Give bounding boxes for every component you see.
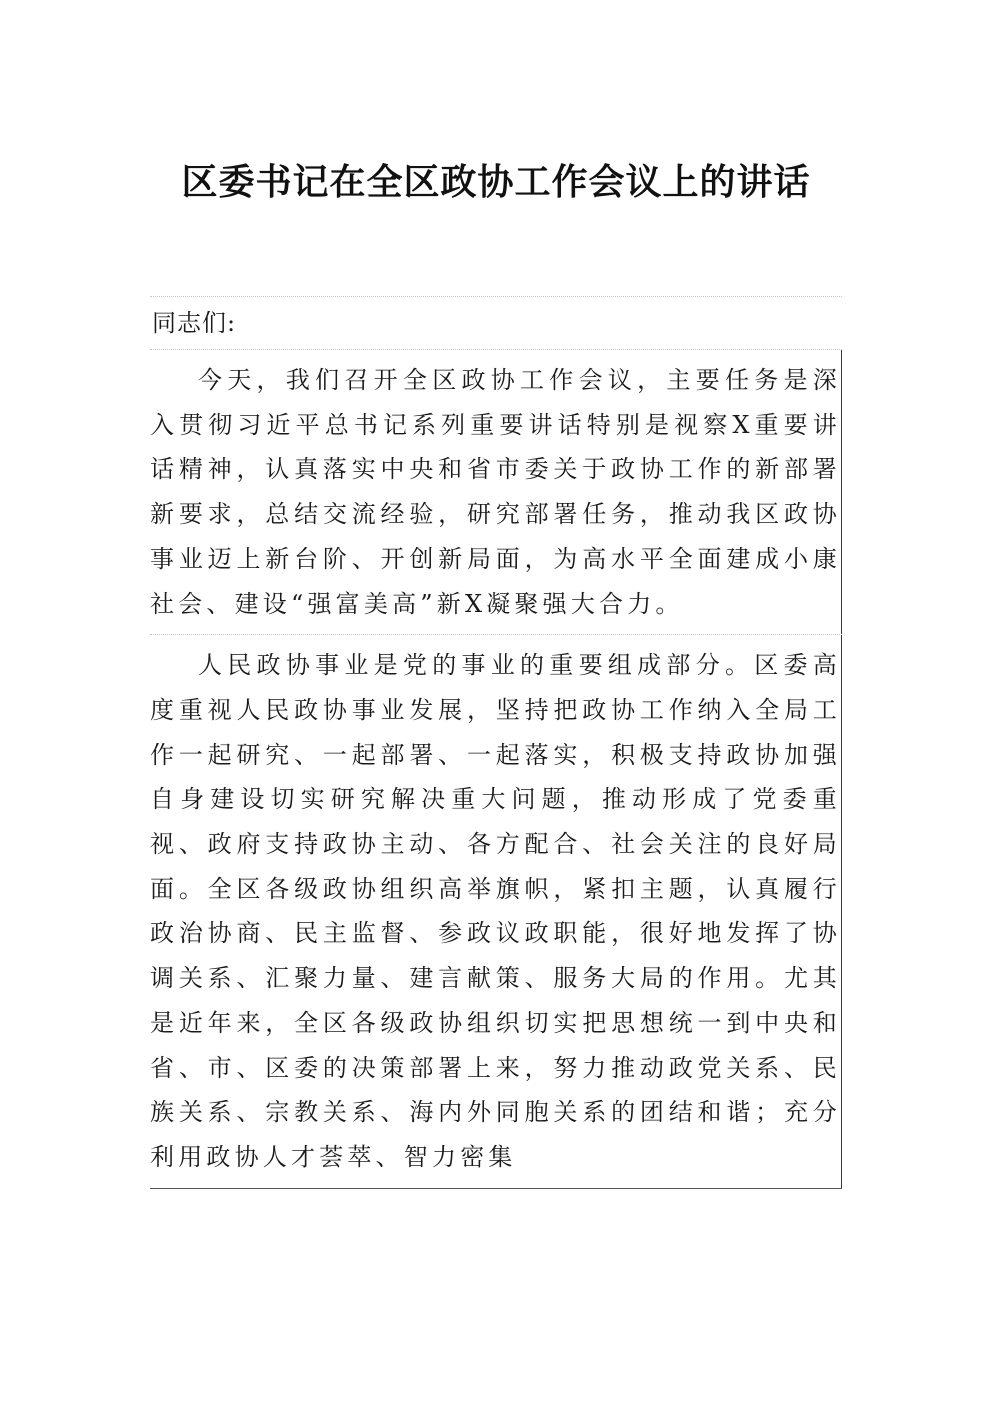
document-body	[150, 296, 842, 1189]
paragraph-1: 今天，我们召开全区政协工作会议，主要任务是深入贯彻习近平总书记系列重要讲话特别是视察X重要讲话精神，认真落实中央和省市委关于政协工作的新部署新要求，总结交流经验，研究部署任务，推动我区政协事业迈上新台阶、开创新局面，为高水平全面建成小康社会、建设“强富美高”新X凝聚强大合力。	[150, 350, 842, 634]
paragraph-2: 人民政协事业是党的事业的重要组成部分。区委高度重视人民政协事业发展，坚持把政协工作纳入全局工作一起研究、一起部署、一起落实，积极支持政协加强自身建设切实研究解决重大问题，推动形成了党委重视、政府支持政协主动、各方配合、社会关注的良好局面。全区各级政协组织高举旗帜，紧扣主题，认真履行政治协商、民主监督、参政议政职能，很好地发挥了协调关系、汇聚力量、建言献策、服务大局的作用。尤其是近年来，全区各级政协组织切实把思想统一到中央和省、市、区委的决策部署上来，努力推动政党关系、民族关系、宗教关系、海内外同胞关系的团结和谐；充分利用政协人才荟萃、智力密集	[150, 635, 842, 1187]
document-title: 区委书记在全区政协工作会议上的讲话	[181, 161, 811, 203]
page-bottom-rule	[150, 1188, 842, 1189]
greeting-line: 同志们:	[152, 309, 237, 337]
